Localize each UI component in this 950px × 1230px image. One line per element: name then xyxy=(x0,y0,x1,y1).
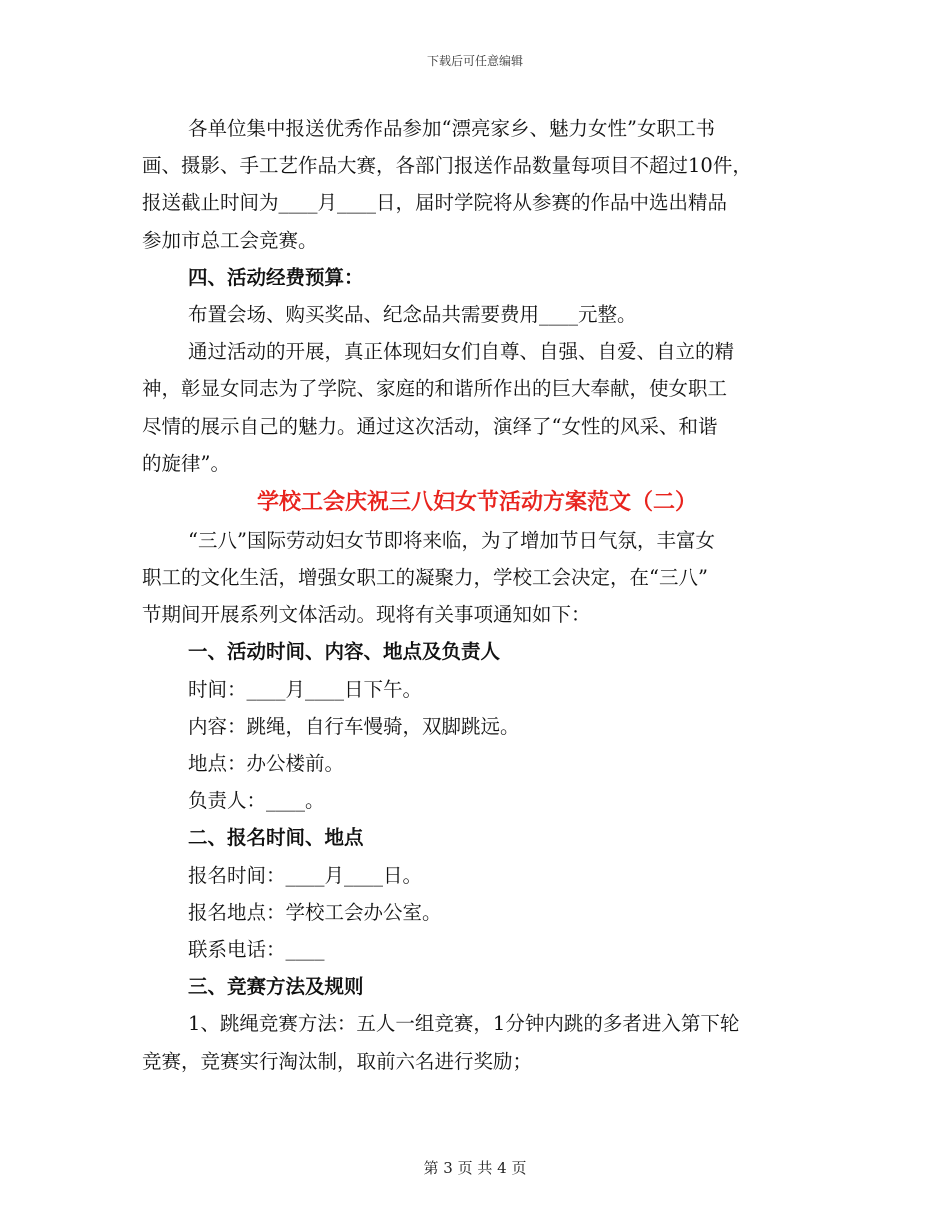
text-line: 竞赛，竞赛实行淘汰制，取前六名进行奖励； xyxy=(142,1049,533,1073)
text-line: 布置会场、购买奖品、纪念品共需要费用____元整。 xyxy=(188,302,637,326)
text-line: 节期间开展系列文体活动。现将有关事项通知如下： xyxy=(142,603,591,627)
section-heading: 四、活动经费预算： xyxy=(188,265,364,289)
text-line: 报名地点：学校工会办公室。 xyxy=(188,900,442,924)
text-line: 负责人：____。 xyxy=(188,789,325,813)
page-footer: 第 3 页 共 4 页 xyxy=(423,1159,527,1177)
text-line: 尽情的展示自己的魅力。通过这次活动，演绎了“女性的风采、和谐 xyxy=(142,414,718,438)
section-heading: 三、竞赛方法及规则 xyxy=(188,975,364,999)
page-header: 下载后可任意编辑 xyxy=(426,54,523,68)
text-line: 画、摄影、手工艺作品大赛，各部门报送作品数量每项目不超过10件， xyxy=(142,154,752,178)
text-line: 参加市总工会竞赛。 xyxy=(142,228,318,252)
text-line: 各单位集中报送优秀作品参加“漂亮家乡、魅力女性”女职工书 xyxy=(188,117,715,140)
document-body xyxy=(142,110,812,1080)
paragraph-block-b xyxy=(142,522,812,1080)
text-line: 联系电话：____ xyxy=(188,937,325,961)
text-line: 1、跳绳竞赛方法：五人一组竞赛，1分钟内跳的多者进入第下轮 xyxy=(188,1012,740,1036)
paragraph-block-a xyxy=(142,110,812,482)
text-line: “三八”国际劳动妇女节即将来临，为了增加节日气氛，丰富女 xyxy=(188,528,715,552)
text-line: 地点：办公楼前。 xyxy=(188,752,345,775)
text-line: 职工的文化生活，增强女职工的凝聚力，学校工会决定，在“三八” xyxy=(142,566,708,590)
section-heading: 一、活动时间、内容、地点及负责人 xyxy=(188,640,501,664)
text-line: 时间：____月____日下午。 xyxy=(188,677,423,701)
section-title: 学校工会庆祝三八妇女节活动方案范文（二） xyxy=(256,488,697,515)
text-line: 报名时间：____月____日。 xyxy=(188,863,423,887)
text-line: 报送截止时间为____月____日，届时学院将从参赛的作品中选出精品 xyxy=(142,191,728,215)
text-line: 的旋律”。 xyxy=(142,451,230,475)
text-line: 神，彰显女同志为了学院、家庭的和谐所作出的巨大奉献，使女职工 xyxy=(142,377,728,401)
section-heading: 二、报名时间、地点 xyxy=(188,826,364,850)
text-line: 通过活动的开展，真正体现妇女们自尊、自强、自爱、自立的精 xyxy=(188,340,735,364)
text-line: 内容：跳绳，自行车慢骑，双脚跳远。 xyxy=(188,714,520,738)
